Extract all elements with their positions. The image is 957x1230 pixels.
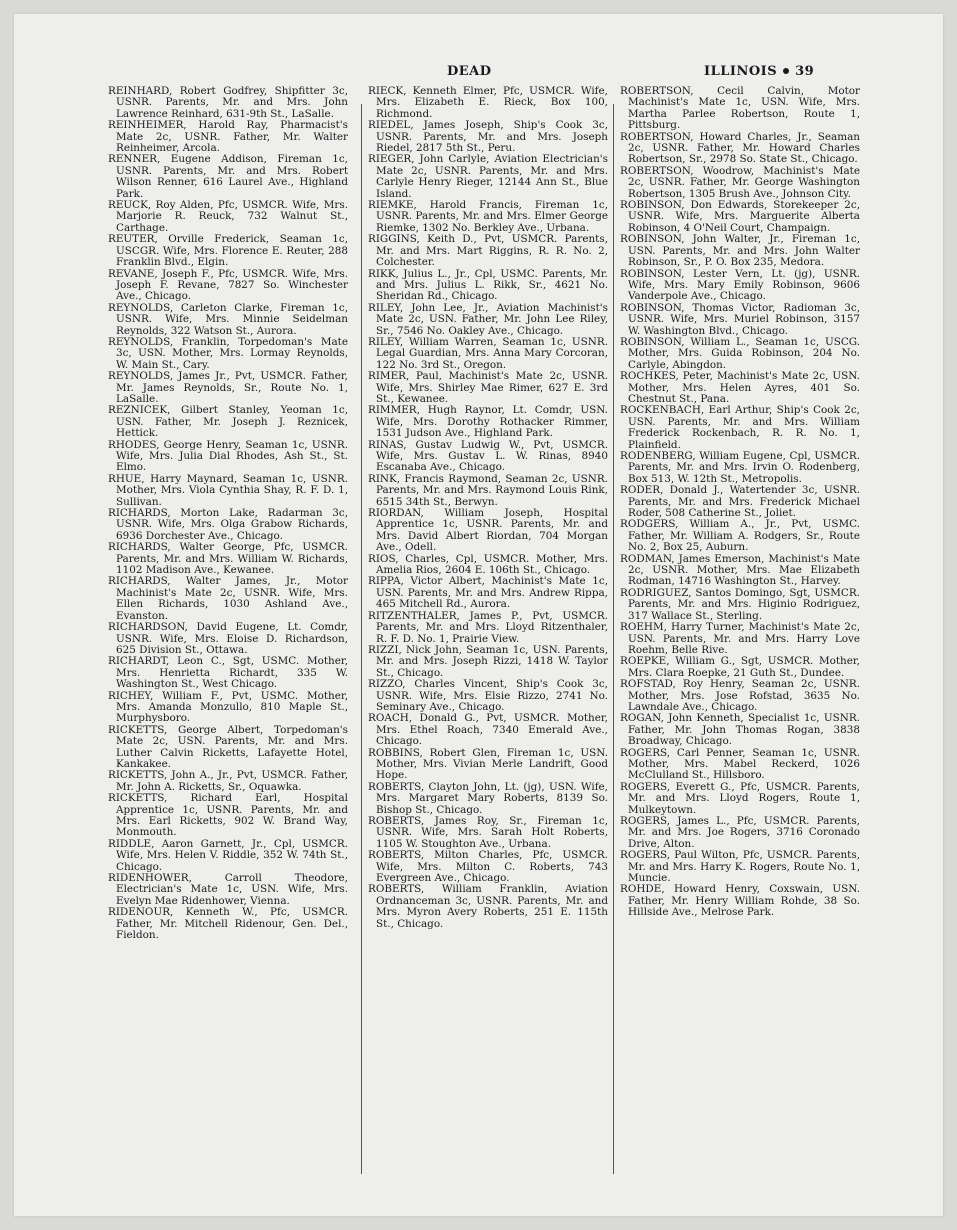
casualty-entry: ROBINSON, John Walter, Jr., Fireman 1c, USN. Parents, Mr. and Mrs. John Walter Robinson, Sr., P. O. Box 235, Medora. xyxy=(620,233,860,269)
casualty-entry: RIZZI, Nick John, Seaman 1c, USN. Parents, Mr. and Mrs. Joseph Rizzi, 1418 W. Taylor St., Chicago. xyxy=(368,643,608,679)
casualty-entry: RIORDAN, William Joseph, Hospital Apprentice 1c, USNR. Parents, Mr. and Mrs. David Albert Riordan, 704 Morgan Ave., Odell. xyxy=(368,507,608,554)
casualty-entry: REUCK, Roy Alden, Pfc, USMCR. Wife, Mrs. Marjorie R. Reuck, 732 Walnut St., Carthage. xyxy=(108,199,348,234)
casualty-entry: ROBERTSON, Cecil Calvin, Motor Machinist's Mate 1c, USN. Wife, Mrs. Martha Parlee Robertson, Route 1, Pittsburg. xyxy=(620,86,860,132)
state-name: ILLINOIS xyxy=(704,64,778,79)
casualty-entry: RICHEY, William F., Pvt, USMC. Mother, Mrs. Amanda Monzullo, 810 Maple St., Murphysboro. xyxy=(108,689,348,725)
casualty-entry: ROEHM, Harry Turner, Machinist's Mate 2c, USN. Parents, Mr. and Mrs. Harry Love Roehm, Belle Rive. xyxy=(620,621,860,656)
casualty-entry: ROGERS, Carl Penner, Seaman 1c, USNR. Mother, Mrs. Mabel Reckerd, 1026 McClulland St., Hillsboro. xyxy=(620,746,860,782)
column-3 xyxy=(620,86,860,1186)
column-1 xyxy=(108,86,348,1186)
casualty-entry: RODGERS, William A., Jr., Pvt, USMC. Father, Mr. William A. Rodgers, Sr., Route No. 2, Box 25, Auburn. xyxy=(620,518,860,554)
casualty-entry: ROBERTS, James Roy, Sr., Fireman 1c, USNR. Wife, Mrs. Sarah Holt Roberts, 1105 W. Stoughton Ave., Urbana. xyxy=(368,815,608,850)
casualty-entry: ROGERS, James L., Pfc, USMCR. Parents, Mr. and Mrs. Joe Rogers, 3716 Coronado Drive, Alton. xyxy=(620,815,860,850)
section-title: DEAD xyxy=(447,64,492,79)
casualty-entry: RICKETTS, Richard Earl, Hospital Apprentice 1c, USNR. Parents, Mr. and Mrs. Earl Ricketts, 902 W. Brand Way, Monmouth. xyxy=(108,792,348,839)
casualty-entry: REYNOLDS, Franklin, Torpedoman's Mate 3c, USN. Mother, Mrs. Lormay Reynolds, W. Main St., Cary. xyxy=(108,335,348,371)
casualty-entry: ROACH, Donald G., Pvt, USMCR. Mother, Mrs. Ethel Roach, 7340 Emerald Ave., Chicago. xyxy=(368,712,608,748)
casualty-entry: RHUE, Harry Maynard, Seaman 1c, USNR. Mother, Mrs. Viola Cynthia Shay, R. F. D. 1, Sullivan. xyxy=(108,472,348,508)
casualty-entry: RILEY, William Warren, Seaman 1c, USNR. Legal Guardian, Mrs. Anna Mary Corcoran, 122 No. 3rd St., Oregon. xyxy=(368,335,608,371)
casualty-entry: RICHARDT, Leon C., Sgt, USMC. Mother, Mrs. Henrietta Richardt, 335 W. Washington St., West Chicago. xyxy=(108,655,348,691)
casualty-entry: RICHARDSON, David Eugene, Lt. Comdr, USNR. Wife, Mrs. Eloise D. Richardson, 625 Division St., Ottawa. xyxy=(108,621,348,656)
casualty-entry: ROGERS, Everett G., Pfc, USMCR. Parents, Mr. and Mrs. Lloyd Rogers, Route 1, Mulkeytown. xyxy=(620,780,860,816)
column-divider xyxy=(361,104,362,1174)
casualty-entry: RIDDLE, Aaron Garnett, Jr., Cpl, USMCR. Wife, Mrs. Helen V. Riddle, 352 W. 74th St., Chicago. xyxy=(108,837,348,873)
casualty-entry: RIGGINS, Keith D., Pvt, USMCR. Parents, Mr. and Mrs. Mart Riggins, R. R. No. 2, Colchester. xyxy=(368,233,608,269)
casualty-entry: RIEGER, John Carlyle, Aviation Electrician's Mate 2c, USNR. Parents, Mr. and Mrs. Carlyle Henry Rieger, 12144 Ann St., Blue Island. xyxy=(368,153,608,200)
page-header xyxy=(14,62,943,84)
casualty-entry: ROBINSON, William L., Seaman 1c, USCG. Mother, Mrs. Guida Robinson, 204 No. Carlyle, Abingdon. xyxy=(620,335,860,371)
column-divider xyxy=(613,104,614,1174)
casualty-entry: RITZENTHALER, James P., Pvt, USMCR. Parents, Mr. and Mrs. Lloyd Ritzenthaler, R. F. D. No. 1, Prairie View. xyxy=(368,609,608,645)
casualty-entry: REVANE, Joseph F., Pfc, USMCR. Wife, Mrs. Joseph F. Revane, 7827 So. Winchester Ave., Chicago. xyxy=(108,267,348,303)
casualty-entry: REUTER, Orville Frederick, Seaman 1c, USCGR. Wife, Mrs. Florence E. Reuter, 288 Franklin Blvd., Elgin. xyxy=(108,233,348,269)
casualty-entry: ROHDE, Howard Henry, Coxswain, USN. Father, Mr. Henry William Rohde, 38 So. Hillside Ave., Melrose Park. xyxy=(620,883,860,919)
casualty-entry: REYNOLDS, James Jr., Pvt, USMCR. Father, Mr. James Reynolds, Sr., Route No. 1, LaSalle. xyxy=(108,370,348,405)
casualty-entry: RIDENOUR, Kenneth W., Pfc, USMCR. Father, Mr. Mitchell Ridenour, Gen. Del., Fieldon. xyxy=(108,906,348,942)
casualty-entry: ROFSTAD, Roy Henry, Seaman 2c, USNR. Mother, Mrs. Jose Rofstad, 3635 No. Lawndale Ave., Chicago. xyxy=(620,678,860,713)
casualty-entry: RODER, Donald J., Watertender 3c, USNR. Parents, Mr. and Mrs. Frederick Michael Roder, 508 Catherine St., Joliet. xyxy=(620,484,860,520)
casualty-entry: RICHARDS, Walter George, Pfc, USMCR. Parents, Mr. and Mrs. William W. Richards, 1102 Madison Ave., Kewanee. xyxy=(108,541,348,577)
document-page xyxy=(14,14,943,1216)
casualty-entry: RIEMKE, Harold Francis, Fireman 1c, USNR. Parents, Mr. and Mrs. Elmer George Riemke, 1302 No. Berkley Ave., Urbana. xyxy=(368,199,608,234)
page-number: 39 xyxy=(795,64,815,79)
casualty-entry: REINHEIMER, Harold Ray, Pharmacist's Mate 2c, USNR. Father, Mr. Walter Reinheimer, Arcola. xyxy=(108,119,348,155)
casualty-entry: ROBERTS, William Franklin, Aviation Ordnanceman 3c, USNR. Parents, Mr. and Mrs. Myron Avery Roberts, 251 E. 115th St., Chicago. xyxy=(368,883,608,930)
casualty-entry: ROEPKE, William G., Sgt, USMCR. Mother, Mrs. Clara Roepke, 21 Guth St., Dundee. xyxy=(620,655,860,679)
casualty-entry: RINK, Francis Raymond, Seaman 2c, USNR. Parents, Mr. and Mrs. Raymond Louis Rink, 6515 34th St., Berwyn. xyxy=(368,472,608,508)
casualty-entry: RICKETTS, George Albert, Torpedoman's Mate 2c, USN. Parents, Mr. and Mrs. Luther Calvin Ricketts, Lafayette Hotel, Kankakee. xyxy=(108,723,348,770)
casualty-entry: ROBINSON, Lester Vern, Lt. (jg), USNR. Wife, Mrs. Mary Emily Robinson, 9606 Vanderpole Ave., Chicago. xyxy=(620,267,860,303)
casualty-entry: RIKK, Julius L., Jr., Cpl, USMC. Parents, Mr. and Mrs. Julius L. Rikk, Sr., 4621 No. Sheridan Rd., Chicago. xyxy=(368,267,608,303)
casualty-entry: ROBERTSON, Howard Charles, Jr., Seaman 2c, USNR. Father, Mr. Howard Charles Robertson, Sr., 2978 So. State St., Chicago. xyxy=(620,130,860,166)
casualty-entry: ROBBINS, Robert Glen, Fireman 1c, USN. Mother, Mrs. Vivian Merle Landrift, Good Hope. xyxy=(368,746,608,782)
text-columns xyxy=(108,86,868,1186)
casualty-entry: RHODES, George Henry, Seaman 1c, USNR. Wife, Mrs. Julia Dial Rhodes, Ash St., St. Elmo. xyxy=(108,438,348,474)
casualty-entry: RODRIGUEZ, Santos Domingo, Sgt, USMCR. Parents, Mr. and Mrs. Higinio Rodriguez, 317 Wallace St., Sterling. xyxy=(620,586,860,622)
casualty-entry: ROBINSON, Don Edwards, Storekeeper 2c, USNR. Wife, Mrs. Marguerite Alberta Robinson, 4 O'Neil Court, Champaign. xyxy=(620,199,860,234)
casualty-entry: REYNOLDS, Carleton Clarke, Fireman 1c, USNR. Wife, Mrs. Minnie Seidelman Reynolds, 322 Watson St., Aurora. xyxy=(108,301,348,337)
casualty-entry: RODMAN, James Emerson, Machinist's Mate 2c, USNR. Mother, Mrs. Mae Elizabeth Rodman, 14716 Washington St., Harvey. xyxy=(620,552,860,588)
casualty-entry: RILEY, John Lee, Jr., Aviation Machinist's Mate 2c, USN. Father, Mr. John Lee Riley, Sr., 7546 No. Oakley Ave., Chicago. xyxy=(368,301,608,337)
casualty-entry: RIOS, Charles, Cpl, USMCR. Mother, Mrs. Amelia Rios, 2604 E. 106th St., Chicago. xyxy=(368,552,608,577)
casualty-entry: RICHARDS, Morton Lake, Radarman 3c, USNR. Wife, Mrs. Olga Grabow Richards, 6936 Dorchester Ave., Chicago. xyxy=(108,507,348,542)
casualty-entry: ROGAN, John Kenneth, Specialist 1c, USNR. Father, Mr. John Thomas Rogan, 3838 Broadway, Chicago. xyxy=(620,712,860,748)
casualty-entry: ROBERTS, Milton Charles, Pfc, USMCR. Wife, Mrs. Milton C. Roberts, 743 Evergreen Ave., Chicago. xyxy=(368,849,608,885)
casualty-entry: RINAS, Gustav Ludwig W., Pvt, USMCR. Wife, Mrs. Gustav L. W. Rinas, 8940 Escanaba Ave., Chicago. xyxy=(368,438,608,474)
state-and-page xyxy=(704,64,814,79)
casualty-entry: ROGERS, Paul Wilton, Pfc, USMCR. Parents, Mr. and Mrs. Harry K. Rogers, Route No. 1, Muncie. xyxy=(620,849,860,885)
casualty-entry: REINHARD, Robert Godfrey, Shipfitter 3c, USNR. Parents, Mr. and Mrs. John Lawrence Reinhard, 631-9th St., LaSalle. xyxy=(108,86,348,120)
column-2 xyxy=(368,86,608,1186)
casualty-entry: RICKETTS, John A., Jr., Pvt, USMCR. Father, Mr. John A. Ricketts, Sr., Oquawka. xyxy=(108,769,348,793)
casualty-entry: RIPPA, Victor Albert, Machinist's Mate 1c, USN. Parents, Mr. and Mrs. Andrew Rippa, 465 Mitchell Rd., Aurora. xyxy=(368,575,608,611)
casualty-entry: ROBERTS, Clayton John, Lt. (jg), USN. Wife, Mrs. Margaret Mary Roberts, 8139 So. Bishop St., Chicago. xyxy=(368,780,608,816)
casualty-entry: ROBINSON, Thomas Victor, Radioman 3c, USNR. Wife, Mrs. Muriel Robinson, 3157 W. Washington Blvd., Chicago. xyxy=(620,301,860,337)
casualty-entry: RIZZO, Charles Vincent, Ship's Cook 3c, USNR. Wife, Mrs. Elsie Rizzo, 2741 No. Seminary Ave., Chicago. xyxy=(368,678,608,713)
casualty-entry: RIMER, Paul, Machinist's Mate 2c, USNR. Wife, Mrs. Shirley Mae Rimer, 627 E. 3rd St., Kewanee. xyxy=(368,370,608,405)
casualty-entry: RIEDEL, James Joseph, Ship's Cook 3c, USNR. Parents, Mr. and Mrs. Joseph Riedel, 2817 5th St., Peru. xyxy=(368,119,608,155)
casualty-entry: REZNICEK, Gilbert Stanley, Yeoman 1c, USN. Father, Mr. Joseph J. Reznicek, Hettick. xyxy=(108,404,348,440)
casualty-entry: ROCHKES, Peter, Machinist's Mate 2c, USN. Mother, Mrs. Helen Ayres, 401 So. Chestnut St., Pana. xyxy=(620,370,860,405)
casualty-entry: RIECK, Kenneth Elmer, Pfc, USMCR. Wife, Mrs. Elizabeth E. Rieck, Box 100, Richmond. xyxy=(368,86,608,120)
casualty-entry: ROCKENBACH, Earl Arthur, Ship's Cook 2c, USN. Parents, Mr. and Mrs. William Frederick Rockenbach, R. R. No. 1, Plainfield. xyxy=(620,404,860,451)
casualty-entry: RENNER, Eugene Addison, Fireman 1c, USNR. Parents, Mr. and Mrs. Robert Wilson Renner, 616 Laurel Ave., Highland Park. xyxy=(108,153,348,200)
casualty-entry: RODENBERG, William Eugene, Cpl, USMCR. Parents, Mr. and Mrs. Irvin O. Rodenberg, Box 513, W. 12th St., Metropolis. xyxy=(620,450,860,485)
casualty-entry: RIDENHOWER, Carroll Theodore, Electrician's Mate 1c, USN. Wife, Mrs. Evelyn Mae Ridenhower, Vienna. xyxy=(108,872,348,907)
casualty-entry: RICHARDS, Walter James, Jr., Motor Machinist's Mate 2c, USNR. Wife, Mrs. Ellen Richards, 1030 Ashland Ave., Evanston. xyxy=(108,575,348,622)
casualty-entry: ROBERTSON, Woodrow, Machinist's Mate 2c, USNR. Father, Mr. George Washington Robertson, 1305 Brush Ave., Johnson City. xyxy=(620,164,860,200)
bullet-icon xyxy=(783,68,789,74)
casualty-entry: RIMMER, Hugh Raynor, Lt. Comdr, USN. Wife, Mrs. Dorothy Rothacker Rimmer, 1531 Judson Ave., Highland Park. xyxy=(368,404,608,440)
